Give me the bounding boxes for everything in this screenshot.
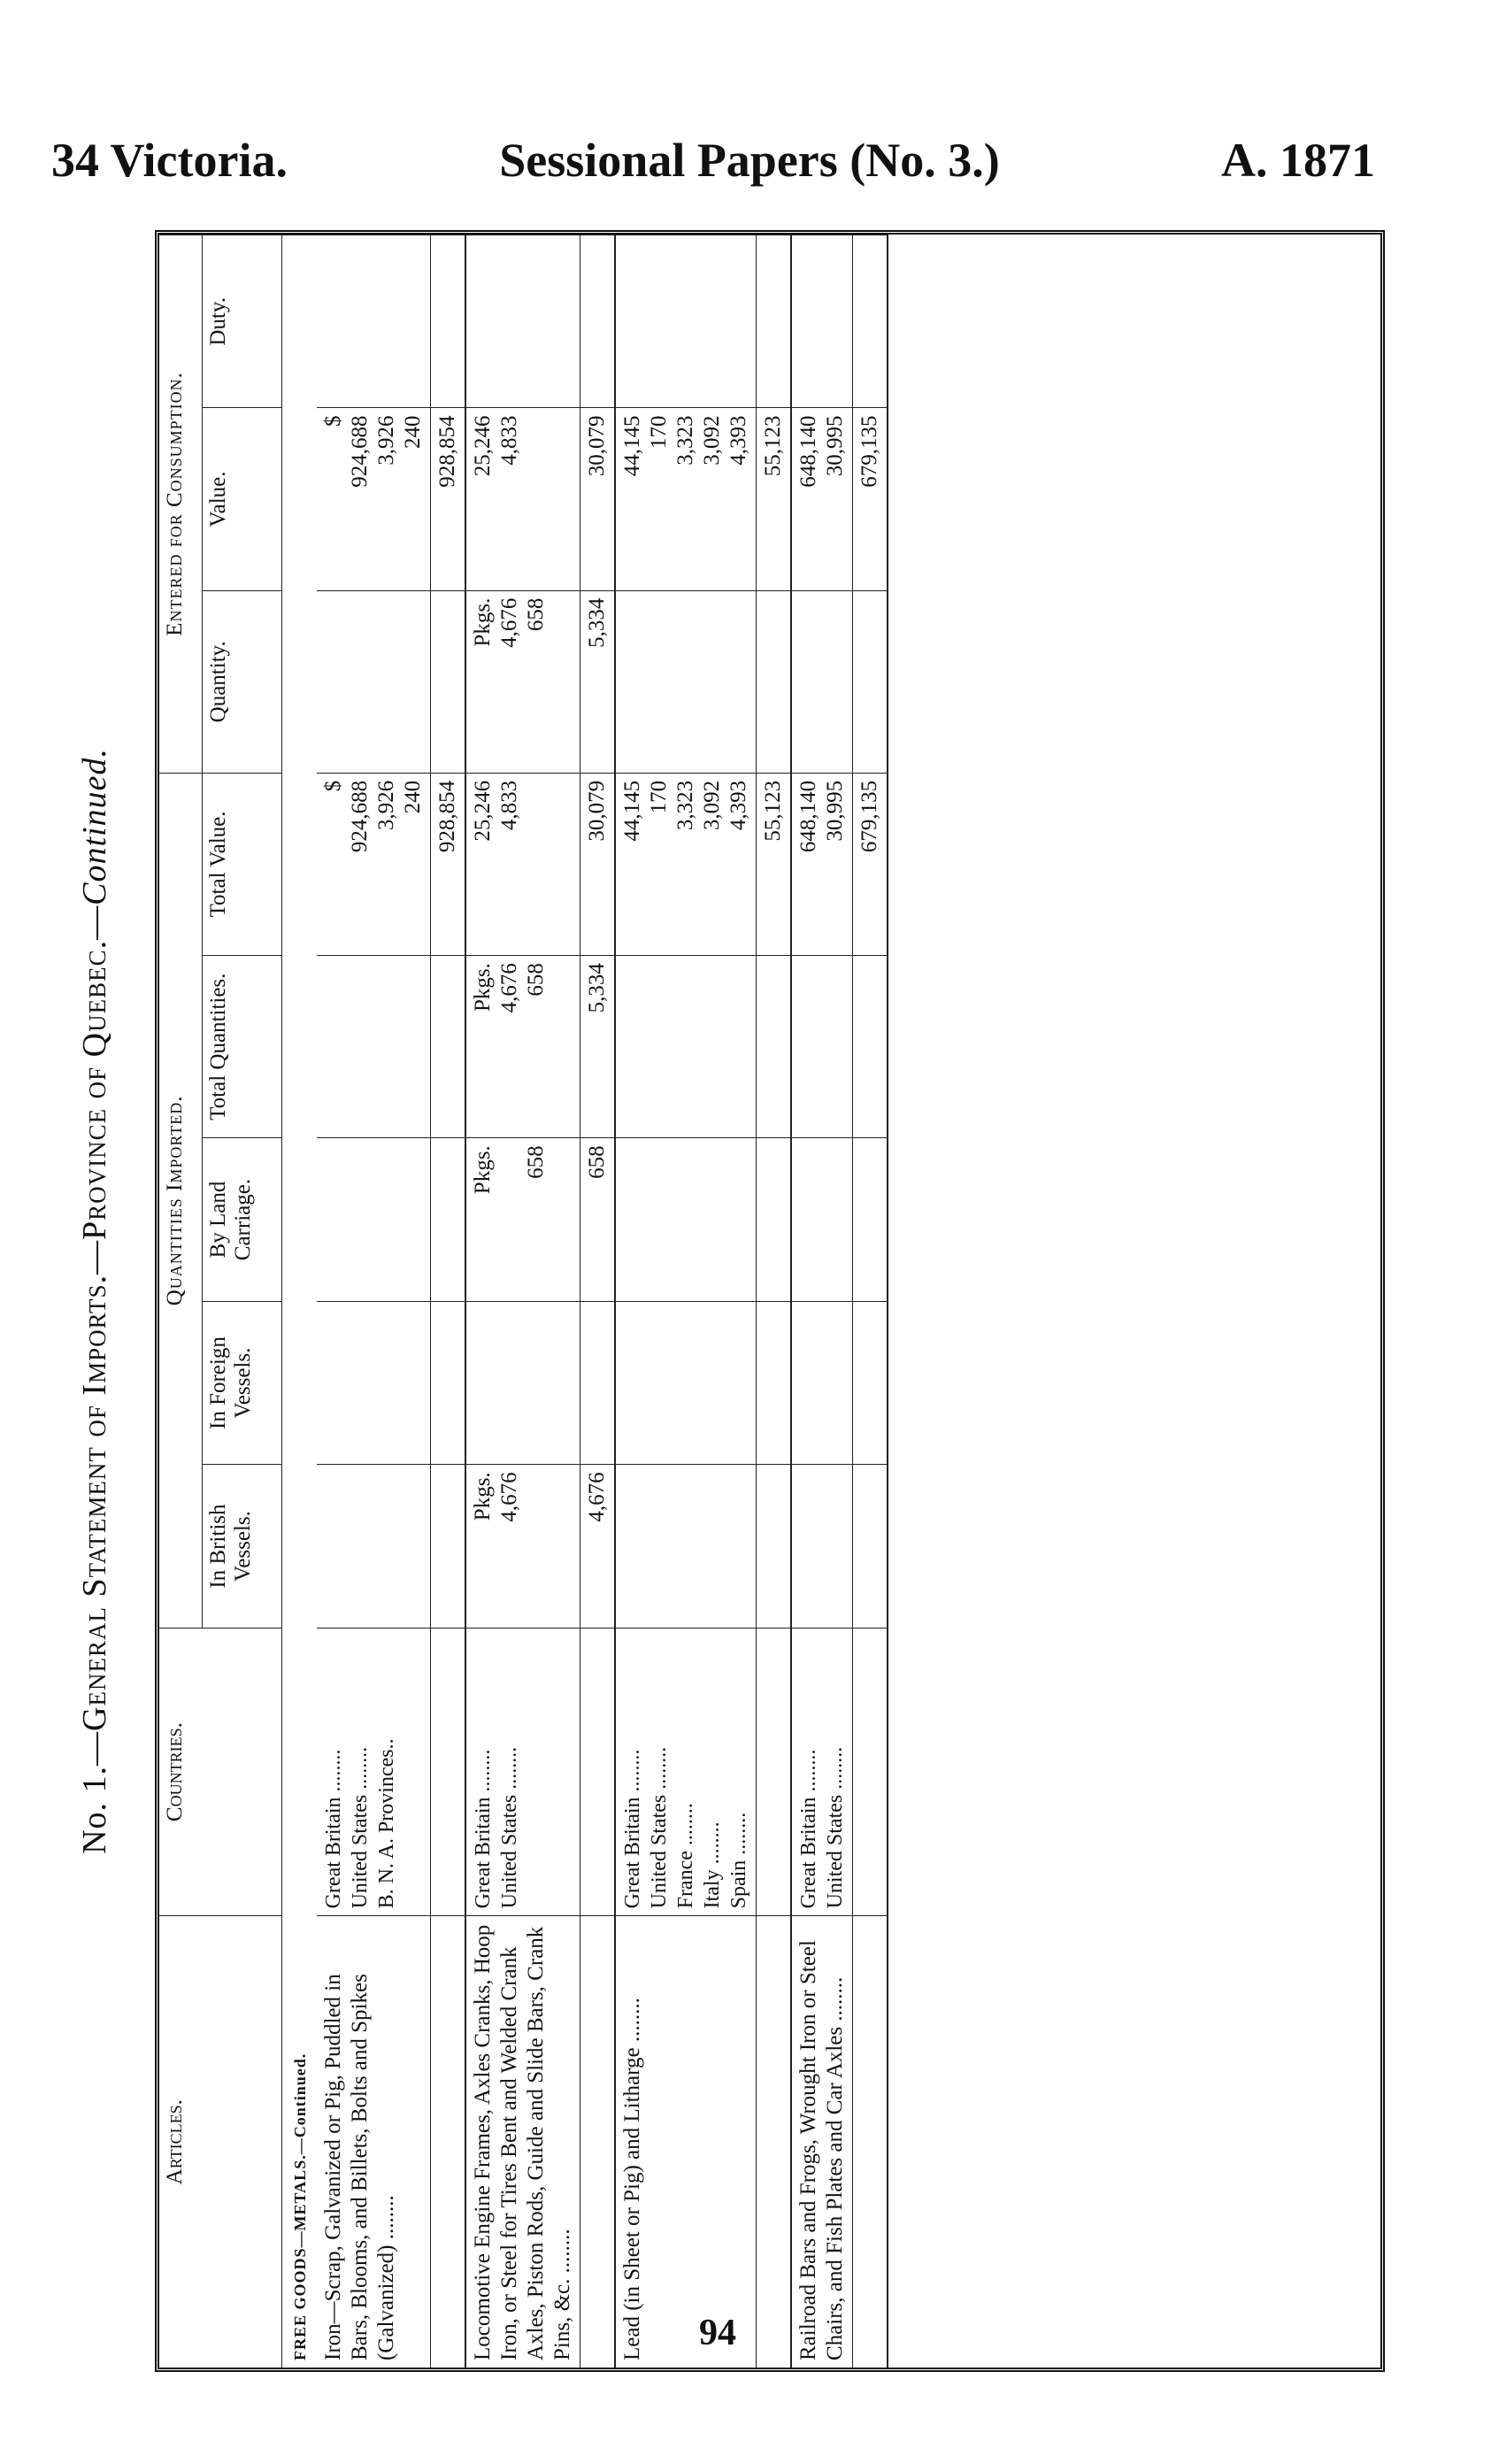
total-qty — [853, 590, 888, 773]
header-right: A. 1871 — [1221, 134, 1375, 187]
total-value: 928,854 — [431, 408, 466, 590]
total-total-qty — [853, 956, 888, 1138]
land-cell — [317, 1138, 431, 1302]
countries-cell: Great Britain ........ United States ........ — [465, 1628, 580, 1916]
qty-cell — [791, 590, 853, 773]
total-british: 4,676 — [580, 1465, 616, 1629]
land-cell — [615, 1138, 757, 1302]
foreign-cell — [465, 1301, 580, 1465]
total-row — [853, 235, 888, 2368]
total-value-cell: 648,140 30,995 — [791, 773, 853, 955]
article-cell: Lead (in Sheet or Pig) and Litharge ........ — [615, 1916, 757, 2368]
total-qty: 5,334 — [580, 590, 616, 773]
total-value-cell: $ 924,688 3,926 240 — [317, 773, 431, 955]
col-duty: Duty. — [203, 235, 282, 408]
duty-cell — [317, 235, 431, 408]
table-row — [465, 235, 580, 2368]
qty-cell — [317, 590, 431, 773]
table-row — [317, 235, 431, 2368]
col-value: Value. — [203, 408, 282, 590]
col-total-quantities: Total Quantities. — [203, 956, 282, 1138]
col-land-carriage: By Land Carriage. — [203, 1138, 282, 1302]
title-suffix: Continued. — [76, 748, 113, 905]
rotated-table-region — [76, 230, 1394, 2372]
total-total-qty — [431, 956, 466, 1138]
total-qty — [431, 590, 466, 773]
title-main: General Statement of Imports.—Province of Quebec.— — [76, 905, 113, 1731]
article-cell: Iron—Scrap, Galvanized or Pig, Puddled in Bars, Blooms, and Billets, Bolts and Spikes (Galvanized) ........ — [317, 1916, 431, 2368]
total-row — [580, 235, 616, 2368]
article-cell: Locomotive Engine Frames, Axles Cranks, Hoop Iron, or Steel for Tires Bent and Welded Crank Axles, Piston Rods, Guide and Slide Bars, Crank Pins, &c. ........ — [465, 1916, 580, 2368]
qty-cell — [615, 590, 757, 773]
land-cell — [791, 1138, 853, 1302]
total-british — [431, 1465, 466, 1629]
total-land — [431, 1138, 466, 1302]
col-british-vessels: In British Vessels. — [203, 1465, 282, 1629]
total-british — [757, 1465, 792, 1629]
countries-cell: Great Britain ........ United States ........ France ........ Italy ........ Spain ........ — [615, 1628, 757, 1916]
group-quantities-imported: Quantities Imported. — [159, 773, 203, 1628]
col-quantity: Quantity. — [203, 590, 282, 773]
total-value: 30,079 — [580, 408, 616, 590]
countries-cell: Great Britain ........ United States ........ B. N. A. Provinces.. — [317, 1628, 431, 1916]
total-value-cell: 25,246 4,833 — [465, 773, 580, 955]
british-cell: Pkgs. 4,676 — [465, 1465, 580, 1629]
section-heading: FREE GOODS—METALS.—Continued. — [282, 235, 318, 2368]
total-qty-cell: Pkgs. 4,676 658 — [465, 956, 580, 1138]
imports-table — [159, 235, 888, 2368]
article-cell: Railroad Bars and Frogs, Wrought Iron or Steel Chairs, and Fish Plates and Car Axles ........ — [791, 1916, 853, 2368]
table-frame — [155, 230, 1385, 2372]
duty-cell — [465, 235, 580, 408]
page-number: 94 — [699, 2313, 736, 2353]
total-land: 658 — [580, 1138, 616, 1302]
title-prefix: No. 1.— — [76, 1730, 113, 1854]
total-value: 55,123 — [757, 408, 792, 590]
group-entered-consumption: Entered for Consumption. — [159, 235, 203, 774]
duty-cell — [615, 235, 757, 408]
total-total-value: 679,135 — [853, 773, 888, 955]
foreign-cell — [615, 1301, 757, 1465]
british-cell — [791, 1465, 853, 1629]
total-total-value: 55,123 — [757, 773, 792, 955]
total-total-value: 928,854 — [431, 773, 466, 955]
land-cell: Pkgs. 658 — [465, 1138, 580, 1302]
value-cell: 44,145 170 3,323 3,092 4,393 — [615, 408, 757, 590]
total-value: 679,135 — [853, 408, 888, 590]
total-land — [853, 1138, 888, 1302]
table-title — [75, 230, 114, 2372]
foreign-cell — [791, 1301, 853, 1465]
total-row — [757, 235, 792, 2368]
total-row — [431, 235, 466, 2368]
total-value-cell: 44,145 170 3,323 3,092 4,393 — [615, 773, 757, 955]
value-cell: 648,140 30,995 — [791, 408, 853, 590]
total-qty — [757, 590, 792, 773]
british-cell — [615, 1465, 757, 1629]
col-countries: Countries. — [159, 1628, 282, 1916]
table-row — [791, 235, 853, 2368]
total-qty-cell — [791, 956, 853, 1138]
total-british — [853, 1465, 888, 1629]
total-qty-cell — [615, 956, 757, 1138]
qty-cell: Pkgs. 4,676 658 — [465, 590, 580, 773]
foreign-cell — [317, 1301, 431, 1465]
col-total-value: Total Value. — [203, 773, 282, 955]
total-total-qty: 5,334 — [580, 956, 616, 1138]
col-foreign-vessels: In Foreign Vessels. — [203, 1301, 282, 1465]
total-total-qty — [757, 956, 792, 1138]
british-cell — [317, 1465, 431, 1629]
table-row — [615, 235, 757, 2368]
total-total-value: 30,079 — [580, 773, 616, 955]
value-cell: 25,246 4,833 — [465, 408, 580, 590]
duty-cell — [791, 235, 853, 408]
total-land — [757, 1138, 792, 1302]
col-articles: Articles. — [159, 1916, 282, 2368]
countries-cell: Great Britain ........ United States ........ — [791, 1628, 853, 1916]
total-qty-cell — [317, 956, 431, 1138]
header-left: 34 Victoria. — [51, 134, 288, 187]
value-cell: $ 924,688 3,926 240 — [317, 408, 431, 590]
header-center: Sessional Papers (No. 3.) — [499, 134, 1000, 187]
